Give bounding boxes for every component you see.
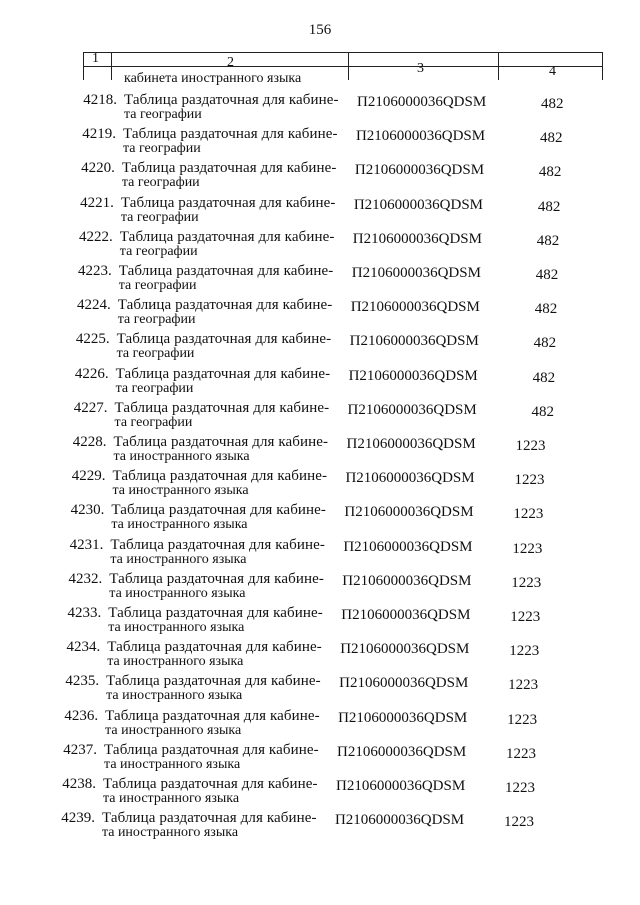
row-name-line-2: та географии [124, 107, 202, 122]
row-name-line-1: Таблица раздаточная для кабине- [107, 639, 322, 656]
row-quantity: 482 [532, 369, 556, 386]
row-number: 4230. [70, 502, 105, 519]
row-number: 4219. [82, 126, 116, 143]
row-name-line-2: та иностранного языка [111, 517, 248, 533]
row-number: 4224. [76, 297, 111, 314]
row-name-line-2: та географии [115, 380, 194, 396]
header-border-right [602, 52, 603, 80]
row-code: П2106000036QDSM [341, 607, 471, 623]
row-quantity: 1223 [507, 711, 538, 728]
row-name-line-1: Таблица раздаточная для кабине- [106, 673, 321, 690]
row-number: 4229. [71, 468, 106, 485]
row-code: П2106000036QDSM [353, 196, 484, 213]
row-name-line-2: та иностранного языка [108, 620, 245, 635]
row-quantity: 1223 [513, 506, 544, 523]
row-name-line-1: Таблица раздаточная для кабине- [110, 536, 325, 553]
row-quantity: 482 [539, 130, 563, 147]
row-name-line-1: Таблица раздаточная для кабине- [120, 194, 336, 211]
row-code: П2106000036QDSM [351, 265, 481, 281]
row-code: П2106000036QDSM [336, 778, 466, 794]
row-code: П2106000036QDSM [339, 675, 469, 692]
row-name-line-1: Таблица раздаточная для кабине- [112, 468, 328, 485]
row-number: 4222. [79, 228, 113, 245]
row-quantity: 1223 [506, 745, 537, 762]
row-quantity: 1223 [508, 677, 539, 694]
row-quantity: 1223 [503, 814, 534, 831]
row-code: П2106000036QDSM [342, 572, 472, 589]
row-number: 4231. [69, 536, 104, 553]
row-name-line-1: Таблица раздаточная для кабине- [115, 365, 331, 382]
header-col-3: 3 [417, 61, 424, 76]
row-name-line-2: та иностранного языка [106, 688, 243, 704]
header-border-left [83, 52, 84, 80]
row-number: 4220. [81, 160, 115, 177]
row-name-line-2: та иностранного языка [109, 585, 246, 601]
header-col-4: 4 [549, 64, 556, 79]
row-name-line-2: та иностранного языка [112, 483, 249, 499]
row-name-line-1: Таблица раздаточная для кабине- [116, 331, 332, 348]
row-number: 4234. [66, 639, 101, 656]
row-code: П2106000036QDSM [354, 162, 485, 179]
row-quantity: 482 [533, 335, 557, 352]
header-divider-3 [498, 52, 499, 80]
row-name-line-1: Таблица раздаточная для кабине- [118, 263, 334, 279]
row-quantity: 1223 [511, 574, 542, 591]
row-quantity: 482 [535, 267, 559, 283]
row-name-line-1: Таблица раздаточная для кабине- [117, 297, 333, 314]
row-code: П2106000036QDSM [350, 299, 480, 316]
row-quantity: 482 [541, 96, 564, 112]
row-number: 4221. [80, 194, 114, 211]
header-bottom-rule [83, 66, 603, 67]
header-divider-1 [111, 52, 112, 80]
row-quantity: 482 [534, 301, 558, 318]
row-number: 4228. [72, 434, 107, 450]
row-name-line-2: та географии [118, 278, 197, 293]
row-name-line-1: Таблица раздаточная для кабине- [101, 810, 317, 827]
row-code: П2106000036QDSM [348, 367, 478, 384]
row-number: 4237. [63, 741, 98, 758]
row-name-line-1: Таблица раздаточная для кабине- [103, 776, 318, 792]
row-name-line-2: та географии [120, 209, 199, 225]
row-quantity: 1223 [515, 438, 546, 454]
row-name-line-2: та иностранного языка [103, 791, 240, 806]
row-name-line-2: та иностранного языка [107, 654, 244, 670]
row-quantity: 1223 [509, 643, 540, 660]
page-number: 156 [308, 22, 332, 38]
row-name-line-2: та географии [116, 346, 195, 362]
row-name-line-2: та географии [119, 243, 198, 259]
row-name-line-2: та иностранного языка [105, 722, 242, 738]
header-col-1: 1 [92, 51, 99, 66]
row-name-line-2: та географии [121, 175, 200, 191]
row-number: 4225. [75, 331, 110, 348]
header-divider-2 [348, 52, 349, 80]
row-quantity: 482 [531, 403, 555, 420]
row-name-line-1: Таблица раздаточная для кабине- [104, 741, 319, 758]
row-number: 4232. [68, 570, 103, 587]
row-name-line-1: Таблица раздаточная для кабине- [122, 126, 338, 143]
row-name-line-2: та иностранного языка [104, 756, 241, 772]
row-name-line-1: Таблица раздаточная для кабине- [119, 228, 335, 245]
row-code: П2106000036QDSM [337, 743, 467, 760]
row-name-line-1: Таблица раздаточная для кабине- [114, 399, 330, 416]
row-name-line-1: Таблица раздаточная для кабине- [108, 605, 323, 621]
row-name-line-1: Таблица раздаточная для кабине- [109, 570, 324, 587]
row-code: П2106000036QDSM [352, 230, 482, 247]
row-code: П2106000036QDSM [347, 401, 477, 418]
row-name-line-1: Таблица раздаточная для кабине- [111, 502, 327, 519]
row-name-line-2: та географии [114, 414, 193, 430]
row-number: 4218. [83, 92, 117, 108]
row-quantity: 1223 [510, 609, 541, 625]
header-col-2: 2 [227, 55, 234, 70]
row-quantity: 482 [537, 198, 561, 215]
row-name-line-1: Таблица раздаточная для кабине- [105, 707, 320, 724]
row-number: 4227. [73, 399, 108, 416]
row-code: П2106000036QDSM [355, 128, 486, 145]
row-name-line-1: Таблица раздаточная для кабине- [121, 160, 337, 177]
row-number: 4226. [74, 365, 109, 382]
row-quantity: 482 [538, 164, 562, 181]
row-number: 4236. [64, 707, 99, 724]
row-name-line-2: та географии [122, 141, 201, 157]
row-quantity: 1223 [512, 540, 543, 557]
row-name-line-2: та иностранного языка [101, 825, 239, 841]
row-number: 4233. [67, 605, 102, 621]
row-number: 4238. [62, 776, 96, 792]
row-name-line-2: та географии [117, 312, 196, 328]
continuation-text: кабинета иностранного языка [124, 71, 302, 86]
row-code: П2106000036QDSM [334, 812, 465, 829]
row-code: П2106000036QDSM [346, 436, 476, 452]
row-name-line-2: та иностранного языка [113, 449, 250, 464]
row-code: П2106000036QDSM [357, 94, 487, 110]
row-number: 4235. [65, 673, 100, 690]
row-name-line-1: Таблица раздаточная для кабине- [124, 92, 339, 108]
row-code: П2106000036QDSM [345, 470, 475, 487]
row-name-line-1: Таблица раздаточная для кабине- [113, 434, 329, 450]
header-top-rule [83, 52, 603, 53]
row-code: П2106000036QDSM [343, 538, 473, 555]
row-number: 4223. [78, 263, 112, 279]
row-code: П2106000036QDSM [349, 333, 479, 350]
row-code: П2106000036QDSM [338, 709, 468, 726]
row-name-line-2: та иностранного языка [110, 551, 247, 567]
row-number: 4239. [61, 810, 95, 827]
row-quantity: 1223 [505, 780, 535, 796]
row-code: П2106000036QDSM [344, 504, 474, 521]
row-quantity: 482 [536, 232, 560, 249]
row-code: П2106000036QDSM [340, 641, 470, 658]
row-quantity: 1223 [514, 472, 545, 489]
